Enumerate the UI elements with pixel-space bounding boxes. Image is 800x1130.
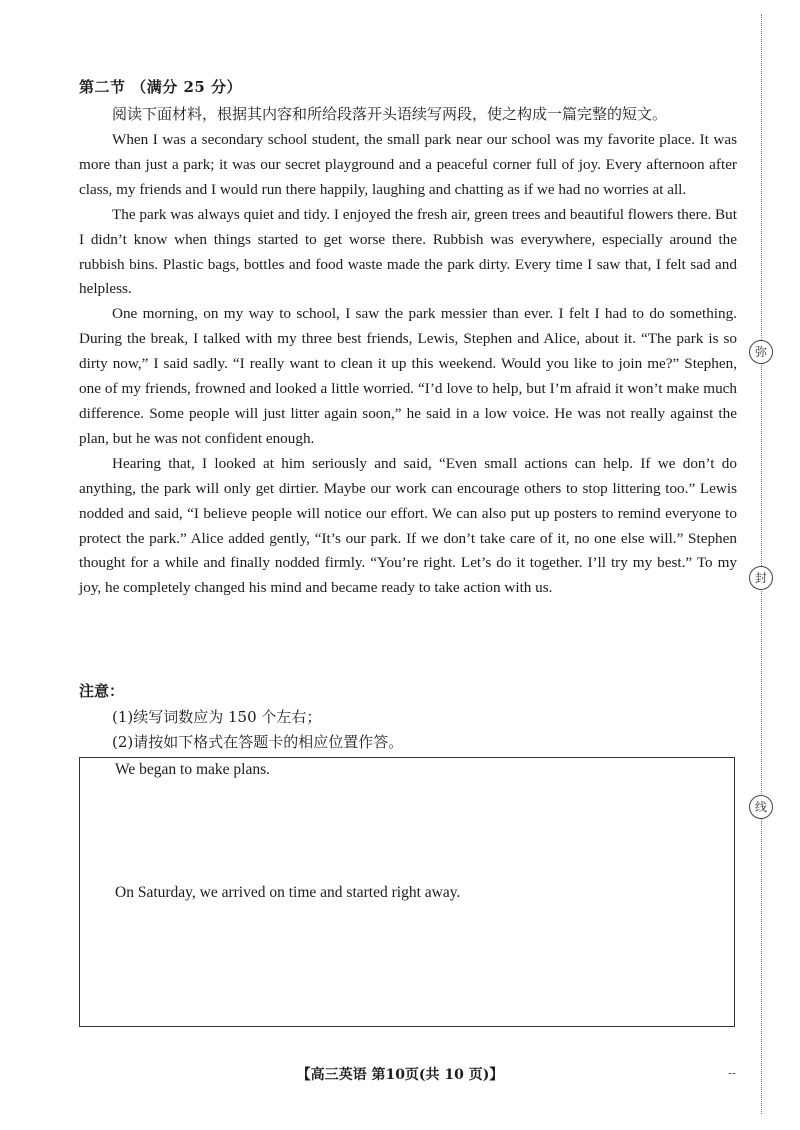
task-instruction: 阅读下面材料，根据其内容和所给段落开头语续写两段，使之构成一篇完整的短文。 <box>112 105 668 123</box>
passage-paragraph-1: When I was a secondary school student, the small park near our school was my favorite place. It was more than just a park; it was our secret playground and a peaceful corner full of joy. Every afternoon after class, my friends and I would run there happily, laughing and chatting as if we had no worries at all. <box>79 131 737 198</box>
seal-mark-xian: 线 <box>749 795 773 819</box>
note-item-2: (2)请按如下格式在答题卡的相应位置作答。 <box>112 733 404 751</box>
answer-format-box <box>79 757 735 1027</box>
binding-dotted-line <box>761 14 762 1114</box>
page-footer: 【高三英语 第10页(共 10 页)】 <box>296 1067 504 1083</box>
passage-paragraph-2: The park was always quiet and tidy. I enjoyed the fresh air, green trees and beautiful flowers there. But I didn’t know when things started to get worse there. Rubbish was everywhere, especially around the rubbish bins. Plastic bags, bottles and food waste made the park dirty. Every time I saw that, I felt sad and helpless. <box>79 205 737 298</box>
paragraph-opening-1: We began to make plans. <box>115 761 270 778</box>
reading-passage <box>79 128 737 601</box>
passage-paragraph-3: One morning, on my way to school, I saw the park messier than ever. I felt I had to do something. During the break, I talked with my three best friends, Lewis, Stephen and Alice, about it. “The park is so dirty now,” I said sadly. “I really want to clean it up this weekend. Would you like to join me?” Stephen, one of my friends, frowned and looked a little worried. “I’d love to help, but I’m afraid it won’t make much difference. Some people will just litter again soon,” he said in a low voice. He was not really against the plan, but he was not confident enough. <box>79 305 737 447</box>
paragraph-opening-2: On Saturday, we arrived on time and started right away. <box>115 884 461 901</box>
passage-paragraph-4: Hearing that, I looked at him seriously and said, “Even small actions can help. If we don’t do anything, the park will only get dirtier. Maybe our work can encourage others to stop littering too.” Lewis nodded and said, “I believe people will notice our effort. We can also put up posters to remind everyone to protect the park.” Alice added gently, “It’s our park. If we don’t take care of it, no one else will.” Stephen thought for a while and finally nodded firmly. “You’re right. Let’s do it together. I’ll try my best.” To my joy, he completely changed his mind and became ready to take action with us. <box>79 454 737 597</box>
notes-label: 注意： <box>79 682 125 700</box>
seal-mark-feng: 封 <box>749 566 773 590</box>
seal-mark-mi: 弥 <box>749 340 773 364</box>
note-item-1: (1)续写词数应为 150 个左右； <box>112 708 322 726</box>
section-title: 第二节 （满分 25 分） <box>79 78 243 96</box>
corner-mark: -- <box>728 1066 737 1080</box>
